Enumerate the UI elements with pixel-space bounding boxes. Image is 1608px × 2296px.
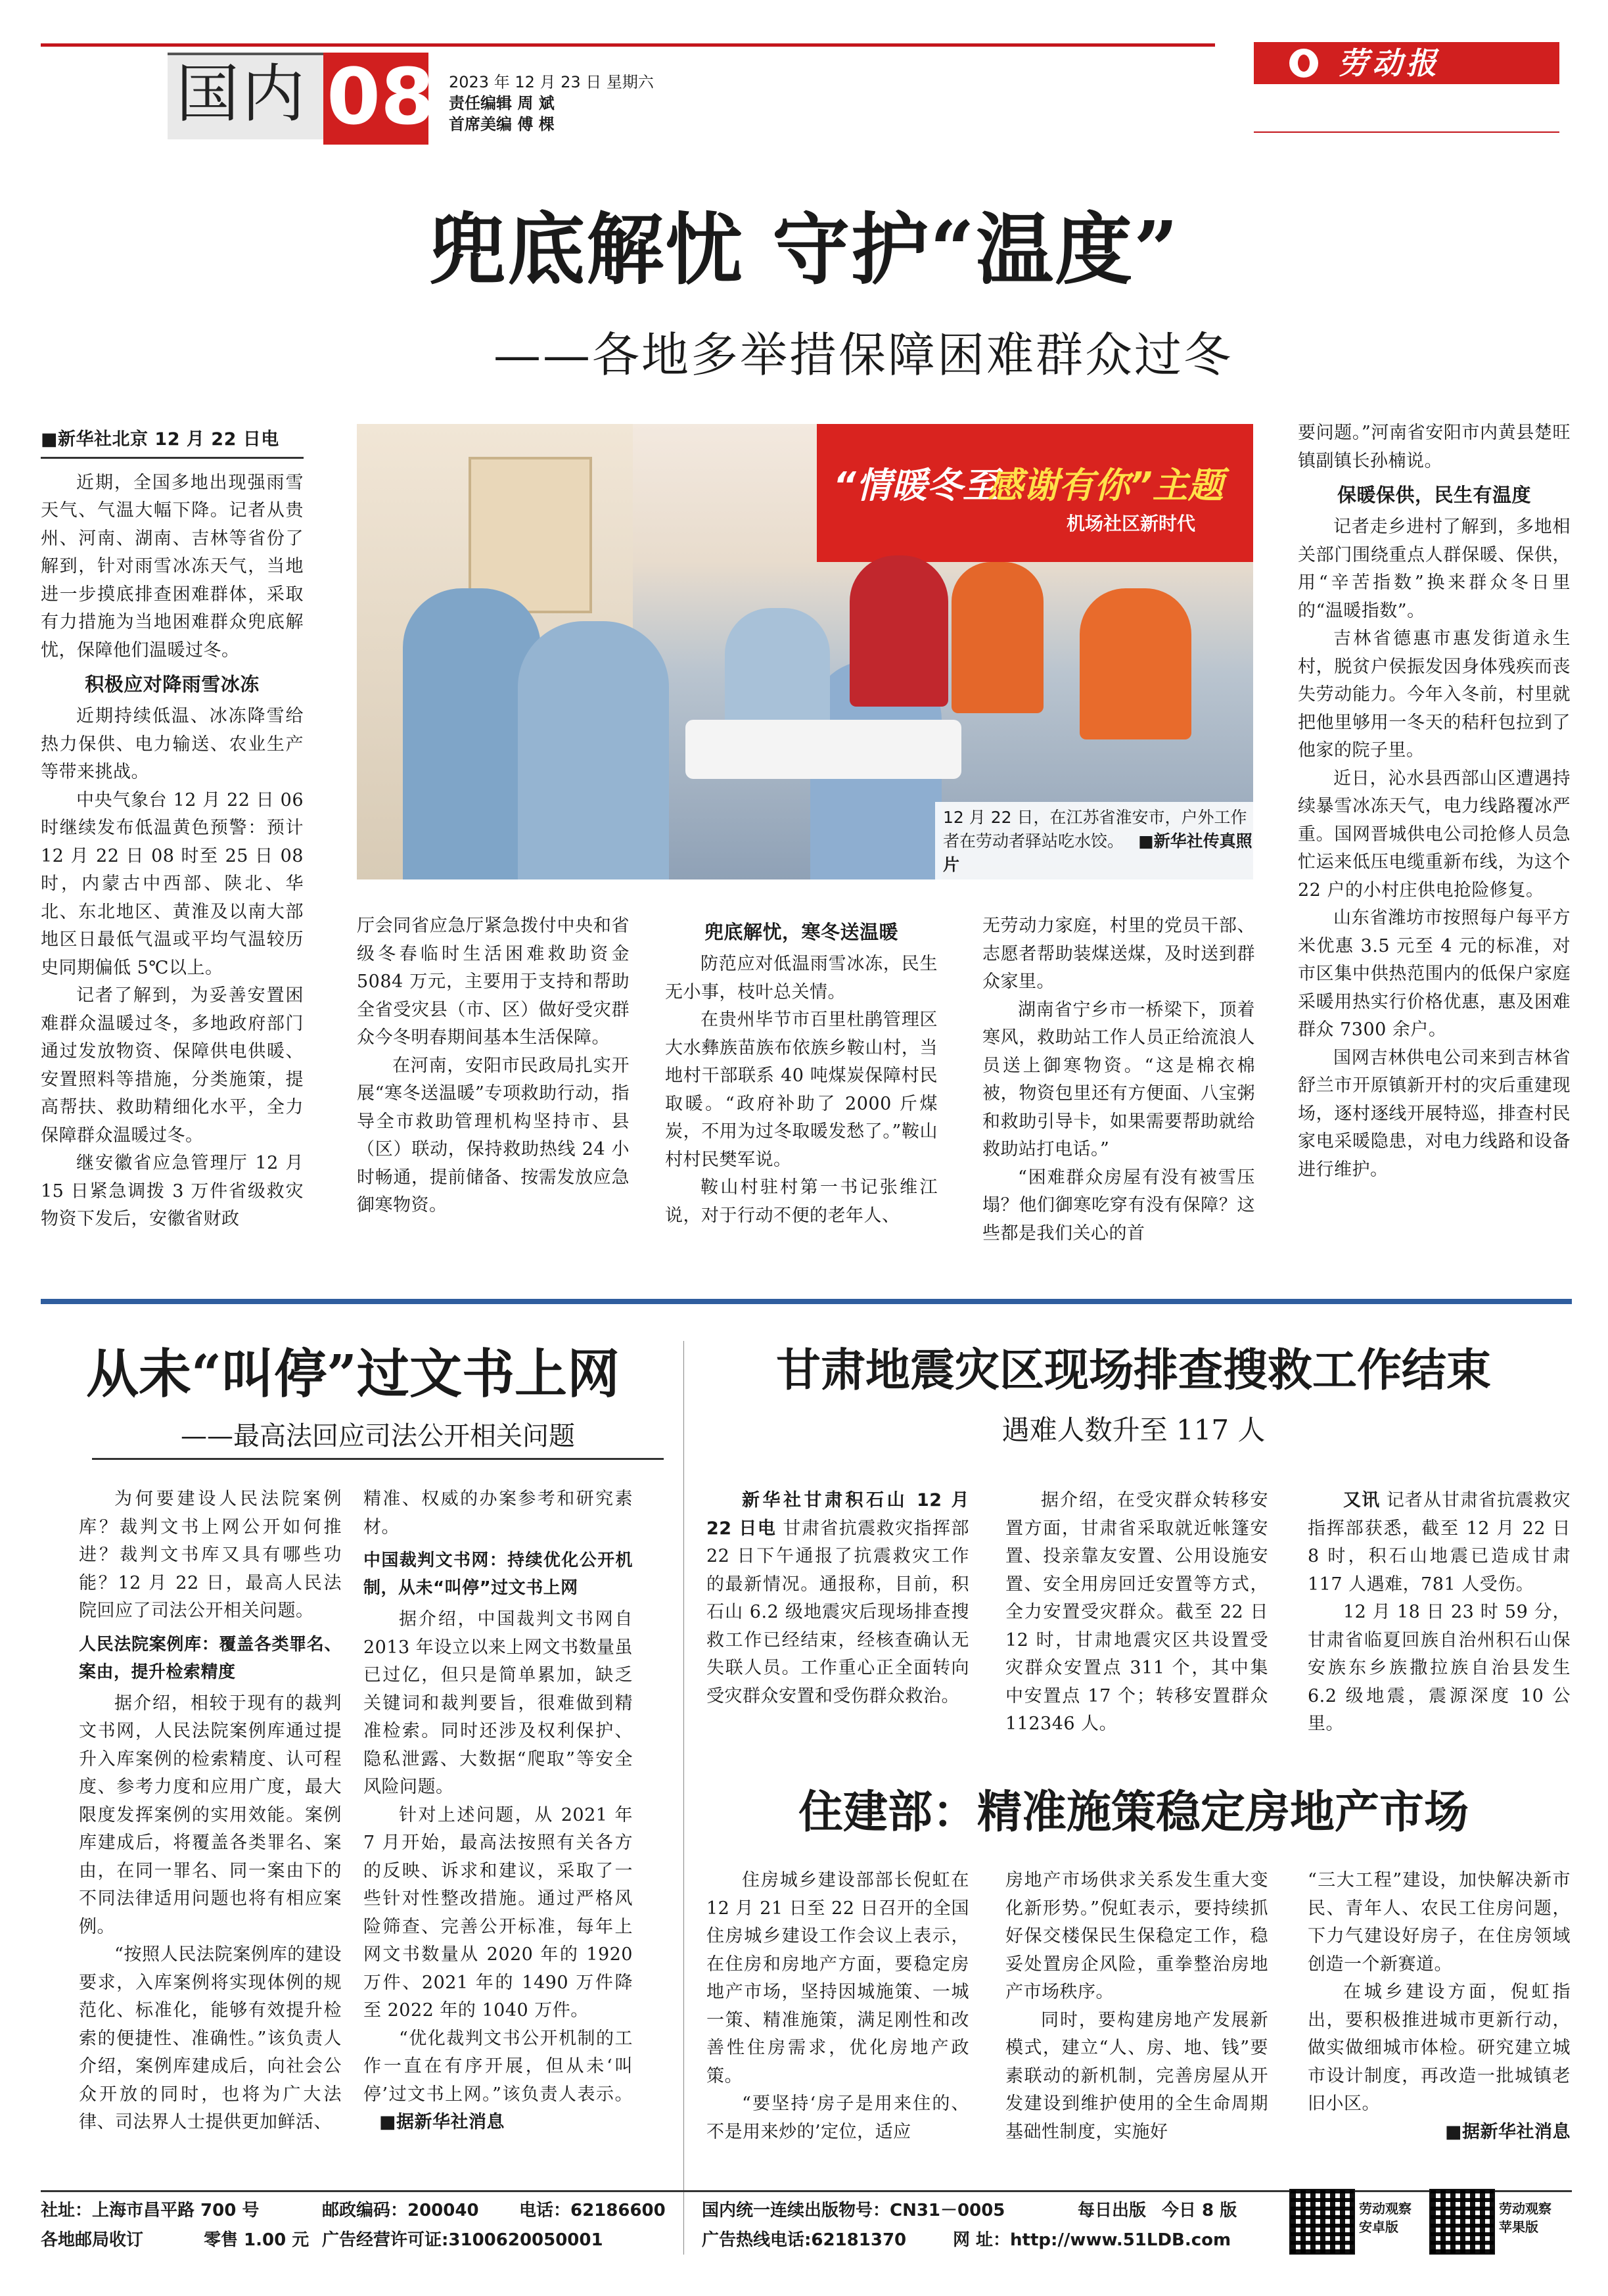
qr-android-label — [1359, 2199, 1412, 2236]
quake-paragraph: 据介绍，在受灾群众转移安置方面，甘肃省采取就近帐篷安置、投亲靠友安置、公用设施安置、安全用房回迁安置等方式，全力安置受灾群众。截至 22 日 12 时，甘肃地震灾区共设置受灾群众安置点 311 个，其中集中安置点 17 个；转移安置群众 112346 人。 — [1005, 1490, 1268, 1734]
main-paragraph: 在贵州毕节市百里杜鹃管理区大水彝族苗族布依族乡鞍山村，当地村干部联系 40 吨煤炭保障村民取暖。“政府补助了 2000 斤煤炭，不用为过冬取暖发愁了。”鞍山村村民樊军说。 — [665, 1010, 938, 1170]
main-paragraph: 厅会同省应急厅紧急拨付中央和省级冬春临时生活困难救助资金 5084 万元，主要用于支持和帮助全省受灾县（市、区）做好受灾群众今冬明春期间基本生活保障。 — [357, 916, 630, 1048]
main-paragraph: 在河南，安阳市民政局扎实开展“寒冬送温暖”专项救助行动，指导全市救助管理机构坚持市、县（区）联动，保持救助热线 24 小时畅通，提前储备、按需发放应急御寒物资。 — [357, 1055, 630, 1215]
main-col-2 — [357, 912, 630, 1220]
quake-text: 记者从甘肃省抗震救灾指挥部获悉，截至 12 月 22 日 8 时，积石山地震已造成甘肃 117 人遇难，781 人受伤。 — [1308, 1490, 1571, 1595]
main-paragraph: 近期持续低温、冰冻降雪给热力保供、电力输送、农业生产等带来挑战。 — [41, 706, 304, 782]
footer-divider — [683, 2195, 684, 2255]
footer-post-office: 各地邮局收订 — [41, 2230, 144, 2250]
main-paragraph: 继安徽省应急管理厅 12 月 15 日紧急调拨 3 万件省级救灾物资下发后，安徽省财政 — [41, 1153, 304, 1229]
footer-pages: 今日 8 版 — [1162, 2201, 1237, 2220]
main-paragraph: 无劳动力家庭，村里的党员干部、志愿者帮助装煤送煤，及时送到群众家里。 — [982, 916, 1255, 992]
header-top-rule — [41, 43, 1215, 47]
main-paragraph: 近日，沁水县西部山区遭遇持续暴雪冰冻天气，电力线路覆冰严重。国网晋城供电公司抢修人员急忙运来低压电缆重新布线，为这个 22 户的小村庄供电抢险修复。 — [1298, 768, 1571, 901]
main-dateline: ■新华社北京 12 月 22 日电 — [41, 426, 304, 459]
photo-banner-text-3: 机场社区新时代 — [1067, 513, 1196, 534]
footer-price: 零售 1.00 元 — [204, 2230, 310, 2250]
housing-paragraph: “要坚持‘房子是用来住的、不是用来炒的’定位，适应 — [706, 2094, 969, 2142]
housing-col-1 — [706, 1867, 969, 2146]
court-closing-text: “优化裁判文书公开机制的工作一直在有序开展，但从未‘叫停’过文书上网。”该负责人表示。 — [363, 2028, 633, 2105]
court-source: ■据新华社消息 — [379, 2112, 505, 2132]
quake-dateline: 新华社甘肃积石山 12 月 22 日电 — [706, 1490, 969, 1539]
photo-table — [685, 720, 961, 779]
footer-phone: 电话：62186600 — [519, 2201, 666, 2220]
housing-paragraph: “三大工程”建设，加快解决新市民、青年人、农民工住房问题，下力气建设好房子，在住房领域创造一个新赛道。 — [1308, 1870, 1571, 1975]
main-paragraph: “困难群众房屋有没有被雪压塌？他们御寒吃穿有没有保障？这些都是我们关心的首 — [982, 1167, 1255, 1244]
logo-text: 劳动报 — [1338, 45, 1440, 81]
photo-worker-figure — [518, 621, 669, 879]
court-paragraph: 精准、权威的办案参考和研究素材。 — [363, 1489, 633, 1537]
masthead-logo — [1254, 42, 1559, 84]
main-paragraph: 吉林省德惠市惠发街道永生村，脱贫户侯振发因身体残疾而丧失劳动能力。今年入冬前，村里就把他里够用一冬天的秸秆包拉到了他家的院子里。 — [1298, 628, 1571, 761]
qr-ios-label — [1499, 2199, 1551, 2236]
court-paragraph: “按照人民法院案例库的建设要求，入库案例将实现体例的规范化、标准化，能够有效提升检索的便捷性、准确性。”该负责人介绍，案例库建成后，向社会公众开放的同时，也将为广大法律、司法界人士提供更加鲜活、 — [79, 1944, 342, 2132]
quake-text: 甘肃省抗震救灾指挥部 22 日下午通报了抗震救灾工作的最新情况。通报称，目前，积石山 6.2 级地震灾后现场排查搜救工作已经结束，经核查确认无失联人员。工作重心正全面转向受灾群众安置和受伤群众救治。 — [706, 1518, 969, 1706]
main-section-heading: 保暖保供，民生有温度 — [1337, 484, 1531, 506]
court-subheadline: ——最高法回应司法公开相关问题 — [92, 1418, 664, 1460]
footer-cn: 国内统一连续出版物号：CN31－0005 — [702, 2201, 1005, 2220]
column-divider — [683, 1341, 684, 2202]
footer-daily: 每日出版 — [1078, 2201, 1147, 2220]
court-paragraph: 据介绍，相较于现有的裁判文书网，人民法院案例库通过提升入库案例的检索精度、认可程度、参考力度和应用广度，最大限度发挥案例的实用效能。案例库建成后，将覆盖各类罪名、案由，在同一罪名、同一案由下的不同法律适用问题也将有相应案例。 — [79, 1693, 342, 1937]
housing-paragraph: 房地产市场供求关系发生重大变化新形势。”倪虹表示，要持续抓好保交楼保民生保稳定工作，稳妥处置房企风险，重拳整治房地产市场秩序。 — [1005, 1870, 1268, 2002]
main-paragraph: 要问题。”河南省安阳市内黄县楚旺镇副镇长孙楠说。 — [1298, 423, 1571, 471]
qr-ios-label-2: 苹果版 — [1499, 2219, 1538, 2235]
main-col-1 — [41, 426, 304, 1234]
footer-website: 网 址：http://www.51LDB.com — [953, 2230, 1231, 2250]
quake-paragraph — [706, 1487, 969, 1710]
main-subheadline: ——各地多举措保障困难群众过冬 — [493, 327, 1233, 383]
main-paragraph: 近期，全国多地出现强雨雪天气、气温大幅下降。记者从贵州、河南、湖南、吉林等省份了解到，针对雨雪冰冻天气，当地进一步摸底排查困难群体，采取有力措施为当地困难群众兜底解忧，保障他们温暖过冬。 — [41, 472, 304, 661]
court-col-2 — [363, 1486, 633, 2137]
qr-ios-label-1: 劳动观察 — [1499, 2201, 1551, 2216]
designer-credit: 首席美编 傅 棵 — [449, 115, 555, 133]
court-paragraph — [363, 2025, 633, 2137]
quake-col-2 — [1005, 1487, 1268, 1739]
housing-paragraph: 住房城乡建设部部长倪虹在 12 月 21 日至 22 日召开的全国住房城乡建设工作会议上表示，在住房和房地产方面，要稳定房地产市场，坚持因城施策、一城一策、精准施策，满足刚性和改善性住房需求，优化房地产政策。 — [706, 1870, 969, 2086]
qr-code-ios[interactable] — [1429, 2189, 1495, 2255]
photo-banner-text-2: 感谢有你”主题 — [988, 465, 1224, 506]
quake-paragraph: 12 月 18 日 23 时 59 分，甘肃省临夏回族自治州积石山保安族东乡族撒拉族自治县发生 6.2 级地震，震源深度 10 公里。 — [1308, 1602, 1571, 1734]
section-divider-blue — [41, 1299, 1572, 1304]
logo-icon — [1289, 49, 1318, 78]
court-paragraph: 据介绍，中国裁判文书网自 2013 年设立以来上网文书数量虽已过亿，但只是简单累加，缺乏关键词和裁判要旨，很难做到精准检索。同时还涉及权利保护、隐私泄露、大数据“爬取”等安全风险问题。 — [363, 1609, 633, 1797]
photo-caption — [943, 806, 1253, 877]
housing-headline: 住建部：精准施策稳定房地产市场 — [798, 1786, 1469, 1839]
court-paragraph: 针对上述问题，从 2021 年 7 月开始，最高法按照有关各方的反映、诉求和建议，采取了一些针对性整改措施。通过严格风险筛查、完善公开标准，每年上网文书数量从 2020 年的 1920 万件、2021 年的 1490 万件降至 2022 年的 1040 万件。 — [363, 1804, 633, 2021]
main-paragraph: 湖南省宁乡市一桥梁下，顶着寒风，救助站工作人员正给流浪人员送上御寒物资。“这是棉衣棉被，物资包里还有方便面、八宝粥和救助引导卡，如果需要帮助就给救助站打电话。” — [982, 999, 1255, 1160]
main-paragraph: 国网吉林供电公司来到吉林省舒兰市开原镇新开村的灾后重建现场，逐村逐线开展特巡，排查村民家电采暖隐患，对电力线路和设备进行维护。 — [1298, 1047, 1571, 1180]
quake-tag: 又讯 — [1343, 1490, 1381, 1511]
housing-col-3 — [1308, 1867, 1571, 2146]
housing-paragraph: 同时，要构建房地产发展新模式，建立“人、房、地、钱”要素联动的新机制，完善房屋从开发建设到维护使用的全生命周期基础性制度，实施好 — [1005, 2009, 1268, 2142]
quake-col-3 — [1308, 1487, 1571, 1739]
footer-ad-phone: 广告热线电话:62181370 — [702, 2230, 907, 2250]
photo-banner-text-1: “情暖冬至 — [833, 465, 998, 506]
main-paragraph: 中央气象台 12 月 22 日 06 时继续发布低温黄色预警：预计 12 月 22 日 08 时至 25 日 08 时，内蒙古中西部、陕北、华北、东北地区、黄淮及以南大部地区日最低气温或平均气温较历史同期偏低 5℃以上。 — [41, 789, 304, 978]
footer-postcode: 邮政编码：200040 — [322, 2201, 479, 2220]
main-headline: 兜底解忧 守护“温度” — [428, 204, 1180, 295]
main-section-heading: 兜底解忧，寒冬送温暖 — [704, 921, 898, 943]
court-section-heading: 人民法院案例库：覆盖各类罪名、案由，提升检索精度 — [79, 1634, 342, 1682]
main-paragraph: 记者走乡进村了解到，多地相关部门围绕重点人群保暖、保供，用“辛苦指数”换来群众冬日里的“温暖指数”。 — [1298, 517, 1571, 621]
court-col-1 — [79, 1486, 342, 2137]
footer-address: 社址：上海市昌平路 700 号 — [41, 2201, 260, 2220]
quake-headline: 甘肃地震灾区现场排查搜救工作结束 — [775, 1344, 1491, 1397]
main-paragraph: 鞍山村驻村第一书记张维江说，对于行动不便的老年人、 — [665, 1177, 938, 1226]
housing-paragraph: 在城乡建设方面，倪虹指出，要积极推进城市更新行动，做实做细城市体检。研究建立城市设计制度，再改造一批城镇老旧小区。 — [1308, 1982, 1571, 2114]
housing-col-2 — [1005, 1867, 1268, 2146]
main-col-3 — [665, 912, 938, 1230]
photo-worker-figure — [1080, 588, 1191, 739]
photo-worker-figure — [952, 562, 1044, 713]
court-headline: 从未“叫停”过文书上网 — [85, 1343, 620, 1405]
photo-credit: ■新华社传真照片 — [943, 832, 1252, 874]
editor-credit: 责任编辑 周 斌 — [449, 94, 555, 112]
court-section-heading: 中国裁判文书网：持续优化公开机制，从未“叫停”过文书上网 — [363, 1551, 633, 1598]
footer-ad-license: 广告经营许可证:3100620050001 — [322, 2230, 603, 2250]
main-section-heading: 积极应对降雨雪冰冻 — [85, 673, 260, 695]
court-intro: 为何要建设人民法院案例库？裁判文书上网公开如何推进？裁判文书库又具有哪些功能？12 月 22 日，最高人民法院回应了司法公开相关问题。 — [79, 1489, 342, 1621]
main-paragraph: 防范应对低温雨雪冰冻，民生无小事，枝叶总关情。 — [665, 954, 938, 1002]
header-right-rule — [1254, 131, 1559, 133]
photo-caption-text: 12 月 22 日，在江苏省淮安市，户外工作者在劳动者驿站吃水饺。 — [943, 808, 1247, 851]
page-number: 08 — [327, 51, 435, 142]
qr-code-android[interactable] — [1289, 2189, 1355, 2255]
main-paragraph: 山东省潍坊市按照每户每平方米优惠 3.5 元至 4 元的标准，对市区集中供热范围内的低保户家庭采暖用热实行价格优惠，惠及困难群众 7300 余户。 — [1298, 908, 1571, 1040]
qr-android-label-2: 安卓版 — [1359, 2219, 1398, 2235]
news-photo — [357, 424, 1253, 879]
main-col-4 — [982, 912, 1255, 1248]
housing-source: ■据新华社消息 — [1444, 2121, 1571, 2142]
section-name: 国内 — [176, 57, 308, 131]
quake-paragraph — [1308, 1487, 1571, 1599]
main-paragraph: 记者了解到，为妥善安置困难群众温暖过冬，多地政府部门通过发放物资、保障供电供暖、安置照料等措施，分类施策，提高帮扶、救助精细化水平，全力保障群众温暖过冬。 — [41, 985, 304, 1146]
photo-server-figure — [850, 555, 948, 707]
main-col-5 — [1298, 419, 1571, 1184]
quake-col-1 — [706, 1487, 969, 1710]
issue-date: 2023 年 12 月 23 日 星期六 — [449, 73, 654, 91]
qr-android-label-1: 劳动观察 — [1359, 2201, 1412, 2216]
quake-subheadline: 遇难人数升至 117 人 — [1001, 1414, 1266, 1446]
